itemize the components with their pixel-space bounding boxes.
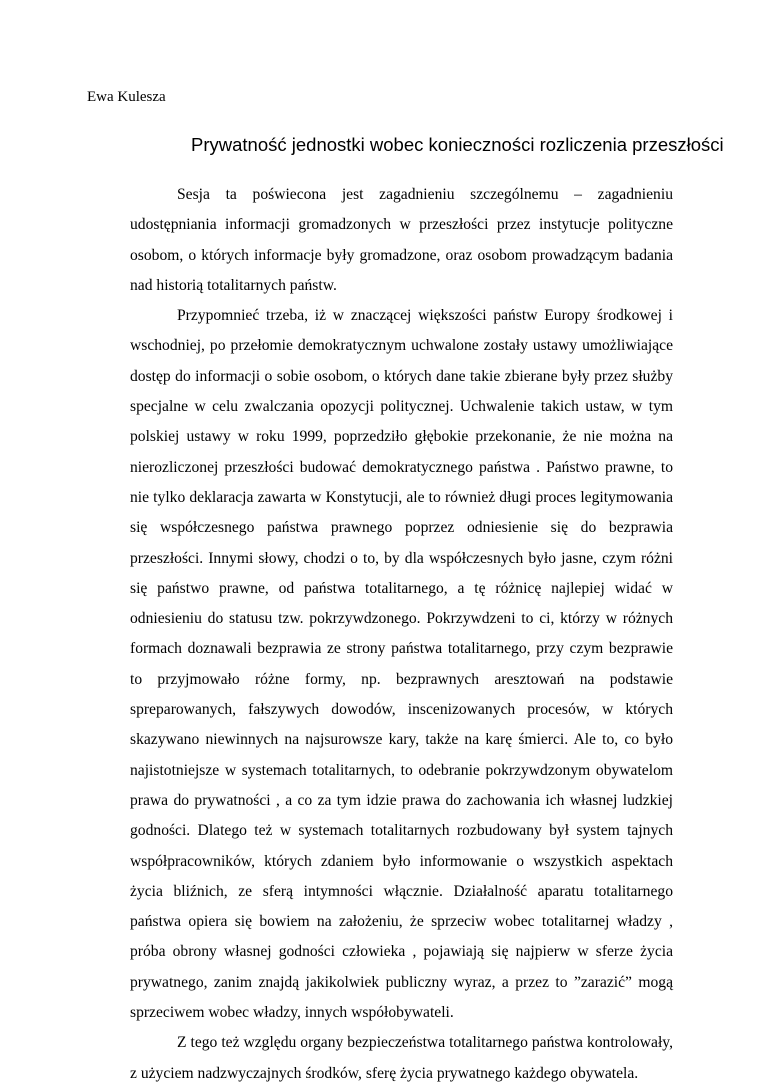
paragraph: Z tego też względu organy bezpieczeństwa totalitarnego państwa kontrolowały, z użyciem nadzwyczajnych środków, sferę życia prywatnego każdego obywatela. [130,1034,673,1082]
author-name: Ewa Kulesza [87,89,166,105]
document-body [130,180,673,1089]
paragraph: Przypomnieć trzeba, iż w znaczącej większości państw Europy środkowej i wschodniej, po przełomie demokratycznym uchwalone zostały ustawy umożliwiające dostęp do informacji o sobie osobom, o których dane takie zbierane były przez służby specjalne w celu zwalczania opozycji politycznej. Uchwalenie takich ustaw, w tym polskiej ustawy w roku 1999, poprzedziło głębokie przekonanie, że nie można na nierozliczonej przeszłości budować demokratycznego państwa . Państwo prawne, to nie tylko deklaracja zawarta w Konstytucji, ale to również długi proces legitymowania się współczesnego państwa prawnego poprzez odniesienie się do bezprawia przeszłości. Innymi słowy, chodzi o to, by dla współczesnych było jasne, czym różni się państwo prawne, od państwa totalitarnego, a tę różnicę najlepiej widać w odniesieniu do statusu tzw. pokrzywdzonego. Pokrzywdzeni to ci, którzy w różnych formach doznawali bezprawia ze strony państwa totalitarnego, przy czym bezprawie to przyjmowało różne formy, np. bezprawnych aresztowań na podstawie spreparowanych, fałszywych dowodów, inscenizowanych procesów, w których skazywano niewinnych na najsurowsze kary, także na karę śmierci. Ale to, co było najistotniejsze w systemach totalitarnych, to odebranie pokrzywdzonym obywatelom prawa do prywatności , a co za tym idzie prawa do zachowania ich własnej ludzkiej godności. Dlatego też w systemach totalitarnych rozbudowany był system tajnych współpracowników, których zdaniem było informowanie o wszystkich aspektach życia bliźnich, ze sferą intymności włącznie. Działalność aparatu totalitarnego państwa opiera się bowiem na założeniu, że sprzeciw wobec totalitarnej władzy , próba obrony własnej godności człowieka , pojawiają się najpierw w sferze życia prywatnego, zanim znajdą jakikolwiek publiczny wyraz, a przez to ”zarazić” mogą sprzeciwem wobec władzy, innych współobywateli. [130,307,673,1022]
document-title: Prywatność jednostki wobec konieczności rozliczenia przeszłości [191,134,724,155]
paragraph: Sesja ta poświecona jest zagadnieniu szczególnemu – zagadnieniu udostępniania informacji gromadzonych w przeszłości przez instytucje polityczne osobom, o których informacje były gromadzone, oraz osobom prowadzącym badania nad historią totalitarnych państw. [130,186,673,294]
